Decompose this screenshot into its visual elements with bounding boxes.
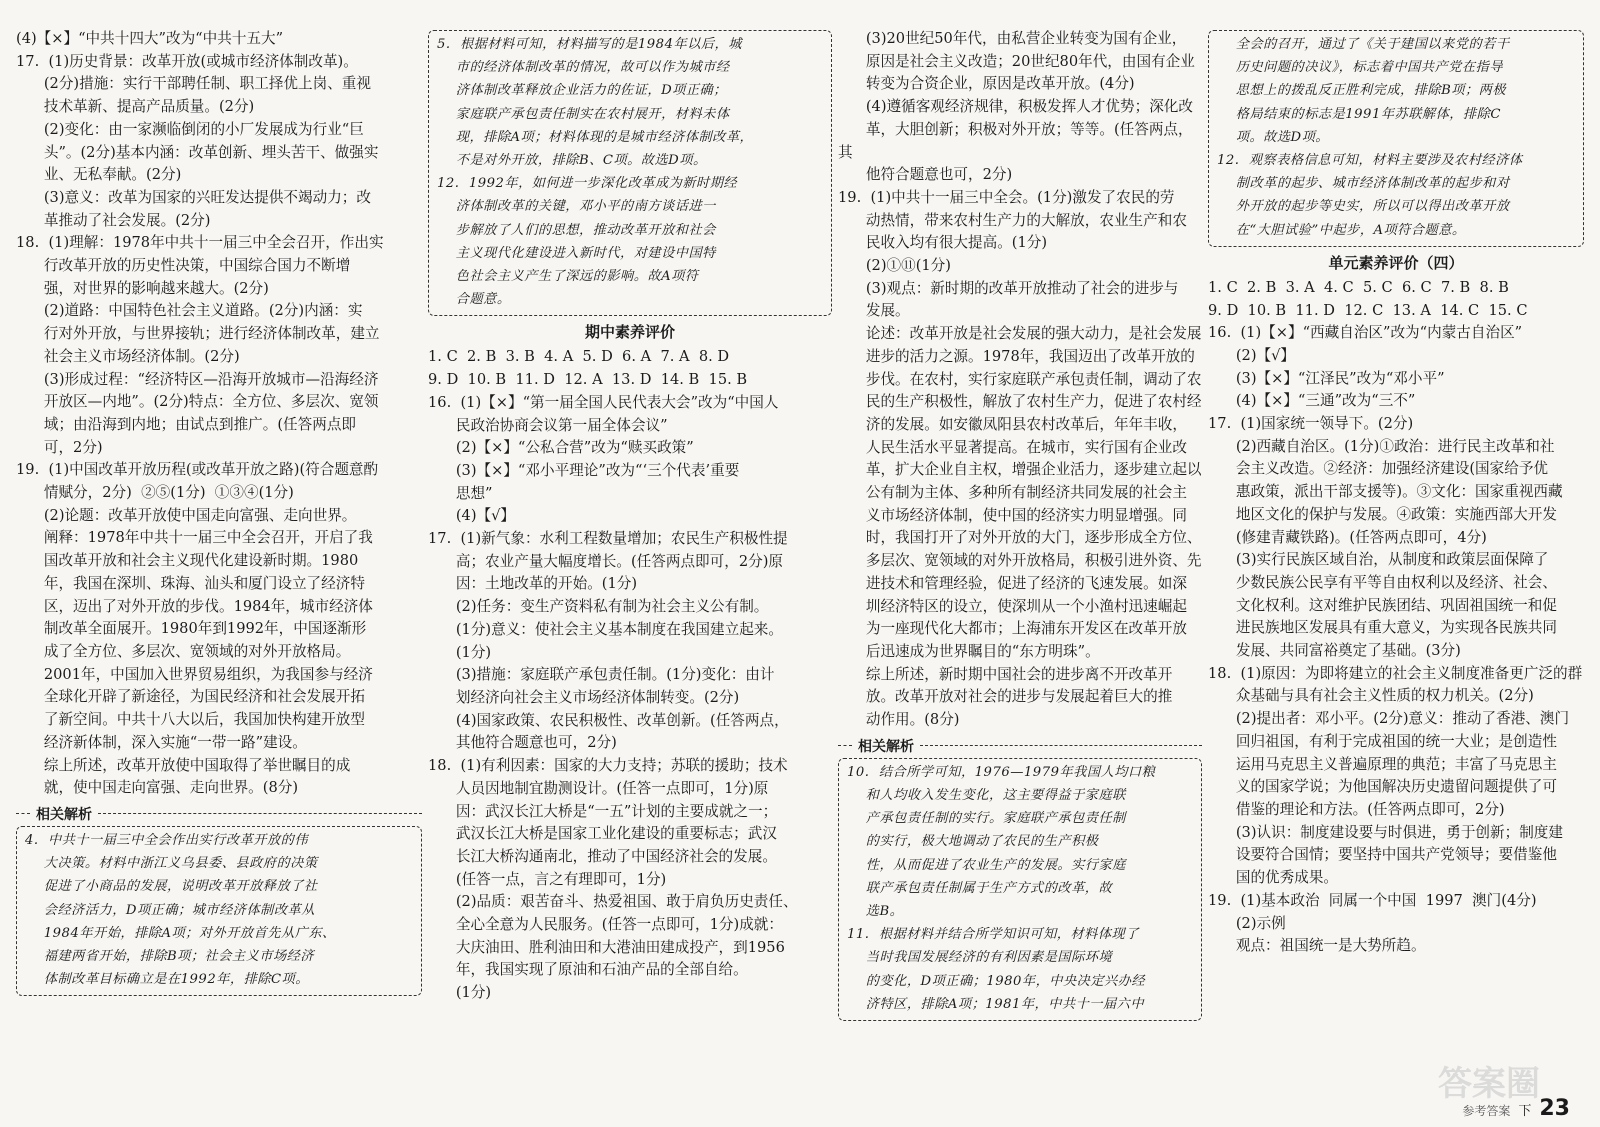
text-line: 2001年，中国加入世界贸易组织，为我国参与经济	[16, 665, 373, 683]
text-line: 发展、共同富裕奠定了基础。(3分)	[1208, 642, 1461, 660]
text-line: 就，使中国走向富强、走向世界。(8分)	[16, 779, 299, 797]
text-line: 可，2分)	[16, 438, 103, 456]
text-line: 18. (1)原因：为即将建立的社会主义制度准备更广泛的群	[1208, 664, 1583, 682]
text-line: 民的生产积极性，解放了农村生产力，促进了农村经	[838, 393, 1202, 411]
text-line: 9. D 10. B 11. D 12. C 13. A 14. C 15. C	[1208, 301, 1528, 319]
text-line: 成了全方位、多层次、宽领域的对外开放格局。	[16, 642, 351, 660]
text-line: 国的优秀成果。	[1208, 869, 1339, 887]
text-line: 制改革全面展开。1980年到1992年，中国逐渐形	[16, 620, 367, 638]
text-line: (1分)意义：使社会主义基本制度在我国建立起来。	[428, 620, 783, 638]
text-line: 革推动了社会发展。(2分)	[16, 211, 211, 229]
page-number: 23	[1539, 1096, 1570, 1121]
text-line: 地区文化的保护与发展。④政策：实施西部大开发	[1208, 505, 1557, 523]
text-line: 放。改革开放对社会的进步与发展起着巨大的推	[838, 688, 1173, 706]
text-line: 人员因地制宜勘测设计。(任答一点即可，1分)原	[428, 779, 769, 797]
text-line: 不是对外开放，排除B、C项。故选D项。	[437, 153, 707, 169]
text-line: 1. C 2. B 3. A 4. C 5. C 6. C 7. B 8. B	[1208, 278, 1509, 296]
text-line: 众基础与具有社会主义性质的权力机关。(2分)	[1208, 687, 1534, 705]
text-line: 1984年开始，排除A项；对外开放首先从广东、	[25, 925, 336, 941]
text-line: (3)观点：新时期的改革开放推动了社会的进步与	[838, 279, 1179, 297]
text-line: (4)【√】	[428, 507, 516, 525]
text-line: (3)【×】“江泽民”改为“邓小平”	[1208, 369, 1445, 387]
text-line: (2)示例	[1208, 914, 1286, 932]
text-line: 武汉长江大桥是国家工业化建设的重要标志；武汉	[428, 825, 777, 843]
text-line: 济特区，排除A项；1981年，中共十一届六中	[847, 996, 1145, 1012]
text-line: 产承包责任制的实行。家庭联产承包责任制	[847, 811, 1126, 827]
related-analysis-header	[838, 736, 1202, 756]
text-line: 会主义改造。②经济：加强经济建设(国家给予优	[1208, 460, 1549, 478]
text-line: (3)意义：改革为国家的兴旺发达提供不竭动力；改	[16, 188, 371, 206]
text-line: (2)【×】“公私合营”改为“赎买政策”	[428, 439, 694, 457]
text-line: 圳经济特区的设立，使深圳从一个小渔村迅速崛起	[838, 597, 1187, 615]
text-line: 进技术和管理经验，促进了经济的飞速发展。如深	[838, 574, 1187, 592]
watermark-logo: 答案圈	[1438, 1064, 1540, 1104]
answer-text-block	[16, 28, 422, 800]
text-line: (3)20世纪50年代，由私营企业转变为国有企业，	[838, 30, 1187, 47]
text-line: 全会的召开，通过了《关于建国以来党的若干	[1217, 37, 1510, 52]
text-line: 会经济活力，D项正确；城市经济体制改革从	[25, 902, 315, 918]
text-line: 17. (1)新气象：水利工程数量增加；农民生产积极性提	[428, 530, 788, 548]
text-line: (1分)	[428, 984, 492, 1002]
text-line: (2)西藏自治区。(1分)①政治：进行民主改革和社	[1208, 437, 1555, 455]
text-line: 的变化，D项正确；1980年，中央决定兴办经	[847, 973, 1146, 989]
text-line: 因：土地改革的开始。(1分)	[428, 575, 638, 593]
column-4	[1208, 28, 1584, 1103]
analysis-box	[428, 30, 832, 316]
text-line: 16. (1)【×】“西藏自治区”改为“内蒙古自治区”	[1208, 324, 1523, 342]
text-line: 域；由沿海到内地；由试点到推广。(任答两点即	[16, 415, 357, 433]
text-line: 回归祖国，有利于完成祖国的统一大业；是创造性	[1208, 732, 1557, 750]
text-line: (4)国家政策、农民积极性、改革创新。(任答两点，	[428, 711, 789, 729]
text-line: 色社会主义产生了深远的影响。故A项符	[437, 269, 699, 285]
text-line: 经济新体制，深入实施“一带一路”建设。	[16, 733, 307, 751]
text-line: 的实行，极大地调动了农民的生产积极	[847, 834, 1099, 850]
text-line: (2)道路：中国特色社会主义道路。(2分)内涵：实	[16, 302, 363, 320]
text-line: 16. (1)【×】“第一届全国人民代表大会”改为“中国人	[428, 393, 779, 411]
text-line: 情赋分，2分) ②⑤(1分) ①③④(1分)	[16, 484, 294, 502]
related-analysis-label: 相关解析	[858, 738, 914, 755]
text-line: 行对外开放，与世界接轨；进行经济体制改革，建立	[16, 325, 380, 343]
text-line: 和人均收入发生变化，这主要得益于家庭联	[847, 788, 1126, 803]
text-line: 全心全意为人民服务。(任答一点即可，1分)成就：	[428, 916, 783, 934]
text-line: 少数民族公民享有平等自由权利以及经济、社会、	[1208, 573, 1557, 591]
section-heading-unit-4: 单元素养评价（四）	[1328, 253, 1464, 272]
text-line: 9. D 10. B 11. D 12. A 13. D 14. B 15. B	[428, 371, 748, 389]
text-line: (4)遵循客观经济规律，积极发挥人才优势；深化改	[838, 98, 1193, 116]
text-line: 其他符合题意也可，2分)	[428, 734, 617, 752]
text-line: 转变为合资企业，原因是改革开放。(4分)	[838, 75, 1135, 93]
text-line: 发展。	[838, 302, 910, 320]
text-line: 项。故选D项。	[1217, 129, 1329, 145]
text-line: 大庆油田、胜利油田和大港油田建成投产，到1956	[428, 938, 785, 956]
analysis-box	[16, 826, 422, 996]
footer-page-prefix: 下	[1518, 1104, 1532, 1119]
text-line: 性，从而促进了农业生产的发展。实行家庭	[847, 857, 1126, 873]
text-line: (2)提出者：邓小平。(2分)意义：推动了香港、澳门	[1208, 710, 1570, 728]
text-line: 进民族地区发展具有重大意义，为实现各民族共同	[1208, 619, 1557, 637]
text-line: 体制改革目标确立是在1992年，排除C项。	[25, 972, 309, 988]
text-line: 头”。(2分)基本内涵：改革创新、埋头苦干、做强实	[16, 143, 379, 161]
page-footer	[1462, 1096, 1570, 1121]
text-line: 革，大胆创新；积极对外开放；等等。(任答两点，其	[838, 120, 1193, 161]
text-line: 联产承包责任制属于生产方式的改革，故	[847, 880, 1113, 896]
text-line: 历史问题的决议》，标志着中国共产党在指导	[1217, 60, 1503, 76]
text-line: 强，对世界的影响越来越大。(2分)	[16, 279, 269, 297]
text-line: 1. C 2. B 3. B 4. A 5. D 6. A 7. A 8. D	[428, 348, 730, 366]
text-line: 长江大桥沟通南北，推动了中国经济社会的发展。	[428, 847, 777, 865]
text-line: 合题意。	[437, 292, 511, 308]
text-line: 年，我国在深圳、珠海、汕头和厦门设立了经济特	[16, 574, 365, 592]
text-line: 设要符合国情；要坚持中国共产党领导；要借鉴他	[1208, 846, 1557, 864]
text-line: 19. (1)中国改革开放历程(或改革开放之路)(符合题意酌	[16, 461, 379, 479]
text-line: 在“大胆试验”中起步，A项符合题意。	[1217, 222, 1466, 238]
text-line: 家庭联产承包责任制实在农村展开，材料未体	[437, 106, 730, 122]
text-line: (2)【√】	[1208, 346, 1296, 364]
text-line: (3)实行民族区域自治，从制度和政策层面保障了	[1208, 551, 1549, 569]
text-line: 义市场经济体制，使中国的经济实力明显增强。同	[838, 506, 1187, 524]
text-line: 选B。	[847, 904, 904, 920]
text-line: 思想”	[428, 484, 493, 502]
text-line: 年，我国实现了原油和石油产品的全部自给。	[428, 961, 748, 979]
text-line: (3)措施：家庭联产承包责任制。(1分)变化：由计	[428, 666, 775, 684]
text-line: 高；农业产量大幅度增长。(任答两点即可，2分)原	[428, 552, 783, 570]
text-line: 为一座现代化大都市；上海浦东开发区在改革开放	[838, 620, 1187, 638]
text-line: 业、无私奉献。(2分)	[16, 166, 182, 184]
text-line: 公有制为主体、多种所有制经济共同发展的社会主	[838, 484, 1187, 502]
text-line: 时，我国打开了对外开放的大门，逐步形成全方位、	[838, 529, 1202, 547]
text-line: 市的经济体制改革的情况，故可以作为城市经	[437, 60, 730, 76]
text-line: 了新空间。中共十八大以后，我国加快构建开放型	[16, 711, 365, 729]
text-line: 借鉴的理论和方法。(任答两点即可，2分)	[1208, 801, 1505, 818]
text-line: 动热情，带来农村生产力的大解放，农业生产和农	[838, 211, 1187, 229]
text-line: 11. 根据材料并结合所学知识可知，材料体现了	[847, 927, 1139, 943]
text-line: (3)【×】“邓小平理论”改为“‘三个代表’重要	[428, 461, 740, 479]
text-line: 综上所述，新时期中国社会的进步离不开改革开	[838, 665, 1173, 683]
text-line: 划经济向社会主义市场经济体制转变。(2分)	[428, 688, 740, 706]
column-3	[838, 28, 1202, 1103]
text-line: 技术革新、提高产品质量。(2分)	[16, 98, 255, 116]
text-line: (4)【×】“中共十四大”改为“中共十五大”	[16, 30, 284, 47]
text-line: (2分)措施：实行干部聘任制、职工择优上岗、重视	[16, 75, 371, 93]
text-line: (1分)	[428, 643, 492, 661]
text-line: 制改革的起步、城市经济体制改革的起步和对	[1217, 176, 1510, 192]
text-line: 论述：改革开放是社会发展的强大动力，是社会发展	[838, 325, 1202, 343]
text-line: 格局结束的标志是1991年苏联解体，排除C	[1217, 106, 1501, 122]
text-line: 思想上的拨乱反正胜利完成，排除B项；两极	[1217, 83, 1507, 99]
text-line: 18. (1)理解：1978年中共十一届三中全会召开，作出实	[16, 234, 384, 252]
text-line: 民收入均有很大提高。(1分)	[838, 234, 1048, 252]
text-line: 民政治协商会议第一届全体会议”	[428, 416, 668, 434]
analysis-box	[838, 758, 1202, 1021]
analysis-box	[1208, 30, 1584, 247]
text-line: 步伐。在农村，实行家庭联产承包责任制，调动了农	[838, 370, 1202, 388]
text-line: 革，扩大企业自主权，增强企业活力，逐步建立起以	[838, 461, 1202, 479]
related-analysis-label: 相关解析	[36, 806, 92, 823]
text-line: (2)任务：变生产资料私有制为社会主义公有制。	[428, 598, 769, 616]
text-line: 行改革开放的历史性决策，中国综合国力不断增	[16, 257, 351, 275]
text-line: 国改革开放和社会主义现代化建设新时期。1980	[16, 552, 359, 570]
text-line: 文化权利。这对维护民族团结、巩固祖国统一和促	[1208, 596, 1557, 614]
text-line: 义的国家学说；为他国解决历史遗留问题提供了可	[1208, 778, 1557, 796]
text-line: 原因是社会主义改造；20世纪80年代，由国有企业	[838, 52, 1195, 70]
text-line: 全球化开辟了新途径，为国民经济和社会发展开拓	[16, 688, 365, 706]
text-line: 17. (1)国家统一领导下。(2分)	[1208, 415, 1414, 433]
text-line: 观点：祖国统一是大势所趋。	[1208, 937, 1426, 955]
column-2	[428, 28, 832, 1103]
related-analysis-header	[16, 804, 422, 824]
column-1	[16, 28, 422, 1103]
text-line: 因：武汉长江大桥是“一五”计划的主要成就之一；	[428, 802, 778, 820]
text-line: (3)形成过程：“经济特区—沿海开放城市—沿海经济	[16, 370, 379, 388]
text-line: 惠政策，派出干部支援等)。③文化：国家重视西藏	[1208, 483, 1563, 501]
text-line: (修建青藏铁路)。(任答两点即可，4分)	[1208, 528, 1487, 546]
text-line: 当时我国发展经济的有利因素是国际环境	[847, 950, 1113, 966]
text-line: 18. (1)有利因素：国家的大力支持；苏联的援助；技术	[428, 757, 788, 775]
text-line: 4. 中共十一届三中全会作出实行改革开放的伟	[25, 832, 309, 848]
text-line: 12. 观察表格信息可知，材料主要涉及农村经济体	[1217, 153, 1523, 169]
text-line: 运用马克思主义普遍原理的典范；丰富了马克思主	[1208, 755, 1557, 773]
text-line: (2)①⑪(1分)	[838, 257, 951, 275]
answer-text-block	[428, 346, 832, 1004]
text-line: 他符合题意也可，2分)	[838, 166, 1013, 184]
text-line: 现，排除A项；材料体现的是城市经济体制改革，	[437, 129, 754, 145]
text-line: 进步的活力之源。1978年，我国迈出了改革开放的	[838, 347, 1195, 365]
text-line: 社会主义市场经济体制。(2分)	[16, 347, 240, 365]
text-line: 人民生活水平显著提高。在城市，实行国有企业改	[838, 438, 1187, 456]
text-line: 主义现代化建设进入新时代，对建设中国特	[437, 245, 716, 261]
text-line: 后迅速成为世界瞩目的“东方明珠”。	[838, 642, 1100, 660]
text-line: 区，迈出了对外开放的步伐。1984年，城市经济体	[16, 597, 373, 615]
text-line: 福建两省开始，排除B项；社会主义市场经济	[25, 948, 315, 964]
text-line: 5. 根据材料可知，材料描写的是1984年以后，城	[437, 37, 742, 52]
text-line: 外开放的起步等史实，所以可以得出改革开放	[1217, 199, 1510, 215]
text-line: (4)【×】“三通”改为“三不”	[1208, 392, 1416, 410]
answer-text-block	[838, 28, 1202, 732]
answer-text-block	[1208, 277, 1584, 958]
text-line: 开放区—内地”。(2分)特点：全方位、多层次、宽领	[16, 393, 379, 411]
footer-reference-label: 参考答案	[1462, 1104, 1511, 1118]
text-line: (2)论题：改革开放使中国走向富强、走向世界。	[16, 506, 357, 524]
text-line: 大决策。材料中浙江义乌县委、县政府的决策	[25, 856, 318, 872]
section-heading-midterm: 期中素养评价	[584, 323, 675, 342]
text-line: 济体制改革释放企业活力的佐证，D项正确；	[437, 83, 727, 99]
text-line: 19. (1)中共十一届三中全会。(1分)激发了农民的劳	[838, 188, 1175, 206]
text-line: 济的发展。如安徽凤阳县农村改革后，年年丰收，	[838, 415, 1187, 433]
text-line: (2)品质：艰苦奋斗、热爱祖国、敢于肩负历史责任、	[428, 893, 798, 911]
text-line: 步解放了人们的思想，推动改革开放和社会	[437, 222, 716, 238]
text-line: 17. (1)历史背景：改革开放(或城市经济体制改革)。	[16, 52, 358, 70]
text-line: 19. (1)基本政治 同属一个中国 1997 澳门(4分)	[1208, 891, 1537, 909]
text-line: 综上所述，改革开放使中国取得了举世瞩目的成	[16, 756, 351, 774]
text-line: (3)认识：制度建设要与时俱进，勇于创新；制度建	[1208, 823, 1563, 841]
text-line: (2)变化：由一家濒临倒闭的小厂发展成为行业“巨	[16, 120, 364, 138]
text-line: 济体制改革的关键，邓小平的南方谈话进一	[437, 199, 716, 215]
text-line: 动作用。(8分)	[838, 711, 960, 729]
text-line: 12. 1992年，如何进一步深化改革成为新时期经	[437, 176, 738, 192]
text-line: 多层次、宽领域的对外开放格局，积极引进外资、先	[838, 552, 1202, 570]
text-line: 10. 结合所学可知，1976—1979年我国人均口粮	[847, 764, 1156, 780]
text-line: 阐释：1978年中共十一届三中全会召开，开启了我	[16, 529, 373, 547]
text-line: 促进了小商品的发展，说明改革开放释放了社	[25, 879, 318, 895]
text-line: (任答一点，言之有理即可，1分)	[428, 870, 667, 888]
